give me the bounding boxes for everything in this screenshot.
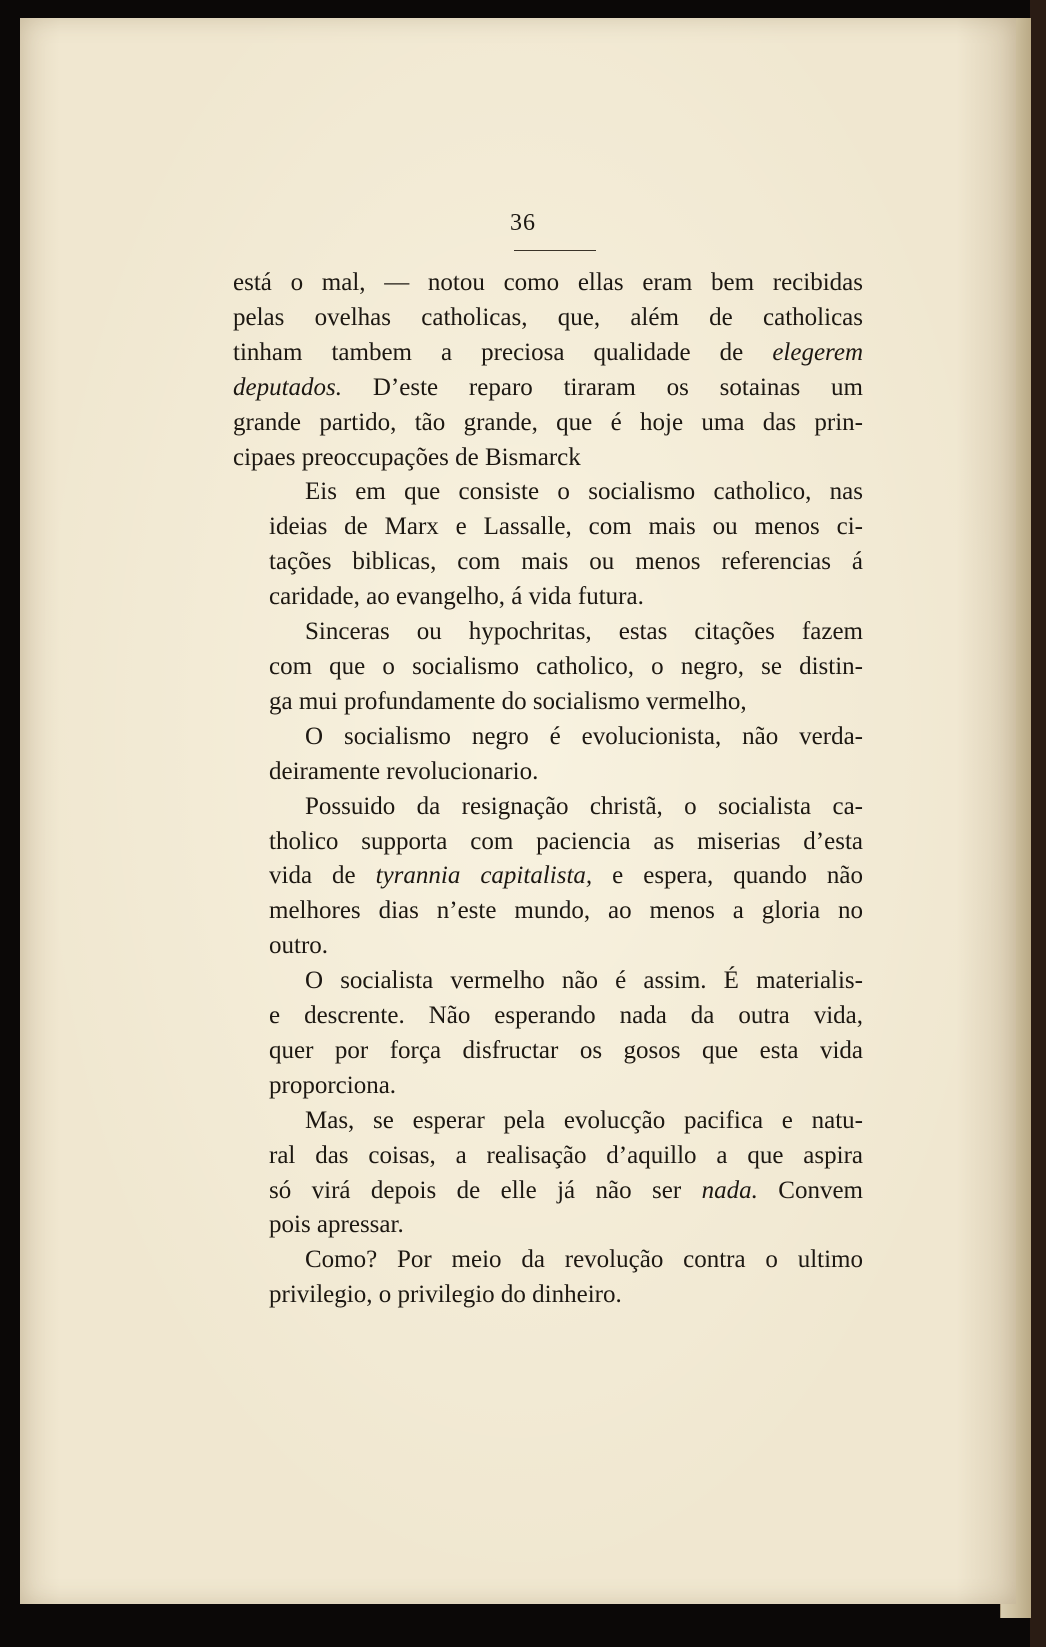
text-line — [233, 825, 863, 860]
text-run: pois apressar. — [269, 1211, 404, 1239]
text-line — [233, 964, 863, 999]
text-run: ga mui profundamente do socialismo vermelho, — [269, 687, 747, 715]
text-line — [233, 266, 863, 301]
text-line — [233, 685, 863, 720]
text-run: tinham tambem a preciosa qualidade de — [233, 338, 773, 366]
text-run: e descrente. Não esperando nada da outra vida, — [269, 1002, 863, 1030]
text-line — [233, 894, 863, 929]
text-run: com que o socialismo catholico, o negro, se distin- — [269, 652, 863, 680]
text-line — [233, 1069, 863, 1104]
text-line — [233, 580, 863, 615]
text-run: tações biblicas, com mais ou menos referencias á — [269, 548, 863, 576]
paragraph — [233, 615, 863, 720]
italic-text: elegerem — [772, 338, 863, 366]
text-run: está o mal, — notou como ellas eram bem recibidas — [233, 269, 863, 296]
text-line — [233, 371, 863, 406]
italic-text: nada. — [701, 1176, 758, 1204]
paragraph — [233, 790, 863, 965]
text-line — [233, 859, 863, 894]
text-line — [233, 650, 863, 685]
text-run: quer por força disfructar os gosos que esta vida — [269, 1036, 863, 1064]
text-line — [233, 720, 863, 755]
italic-text: tyrannia capitalista, — [375, 862, 593, 890]
text-run: O socialismo negro é evolucionista, não verda- — [305, 722, 863, 750]
text-run: Como? Por meio da revolução contra o ultimo — [305, 1246, 863, 1274]
text-line — [233, 1174, 863, 1209]
page-number: 36 — [510, 210, 536, 236]
paragraph — [233, 475, 863, 615]
text-run: proporciona. — [269, 1071, 397, 1099]
binding-edge — [1030, 0, 1046, 1647]
text-line — [233, 441, 863, 476]
text-run: outro. — [269, 932, 329, 960]
text-run: vida de — [269, 862, 376, 890]
text-line — [233, 1034, 863, 1069]
text-line — [233, 406, 863, 441]
paragraph — [233, 1243, 863, 1313]
paragraph — [233, 266, 863, 475]
text-line — [233, 1208, 863, 1243]
text-run: e espera, quando não — [592, 862, 863, 890]
text-run: Sinceras ou hypochritas, estas citações fazem — [305, 618, 863, 646]
paragraph — [233, 720, 863, 790]
text-run: caridade, ao evangelho, á vida futura. — [269, 583, 644, 611]
text-run: melhores dias n’este mundo, ao menos a gloria no — [269, 897, 863, 925]
text-run: Possuido da resignação christã, o socialista ca- — [305, 792, 863, 820]
text-line — [233, 1243, 863, 1278]
text-line — [233, 615, 863, 650]
text-line — [233, 929, 863, 964]
text-run: só virá depois de elle já não ser — [269, 1176, 702, 1204]
text-run: cipaes preoccupações de Bismarck — [233, 443, 581, 471]
italic-text: deputados. — [233, 373, 343, 401]
text-line — [233, 1104, 863, 1139]
text-line — [233, 545, 863, 580]
text-run: tholico supporta com paciencia as miserias d’esta — [269, 827, 863, 855]
text-line — [233, 1139, 863, 1174]
text-run: ral das coisas, a realisação d’aquillo a que aspira — [269, 1141, 863, 1169]
text-line — [233, 1278, 863, 1313]
text-run: O socialista vermelho não é assim. É materialis- — [305, 967, 863, 995]
text-run: pelas ovelhas catholicas, que, além de catholicas — [233, 303, 863, 331]
page-number-rule — [514, 250, 596, 251]
text-line — [233, 999, 863, 1034]
text-line — [233, 755, 863, 790]
text-run: D’este reparo tiraram os sotainas um — [342, 373, 863, 401]
text-run: privilegio, o privilegio do dinheiro. — [269, 1281, 622, 1309]
text-line — [233, 790, 863, 825]
text-line — [233, 336, 863, 371]
text-line — [233, 510, 863, 545]
paragraph — [233, 964, 863, 1104]
text-run: deiramente revolucionario. — [269, 757, 539, 785]
text-run: Mas, se esperar pela evolucção pacifica e natu- — [305, 1106, 863, 1134]
text-run: grande partido, tão grande, que é hoje uma das prin- — [233, 408, 863, 436]
text-line — [233, 301, 863, 336]
text-line — [233, 475, 863, 510]
text-run: Convem — [757, 1176, 864, 1204]
paragraph — [233, 1104, 863, 1244]
text-run: Eis em que consiste o socialismo catholico, nas — [305, 478, 863, 506]
body-text — [233, 266, 863, 1313]
text-run: ideias de Marx e Lassalle, com mais ou menos ci- — [269, 513, 863, 541]
